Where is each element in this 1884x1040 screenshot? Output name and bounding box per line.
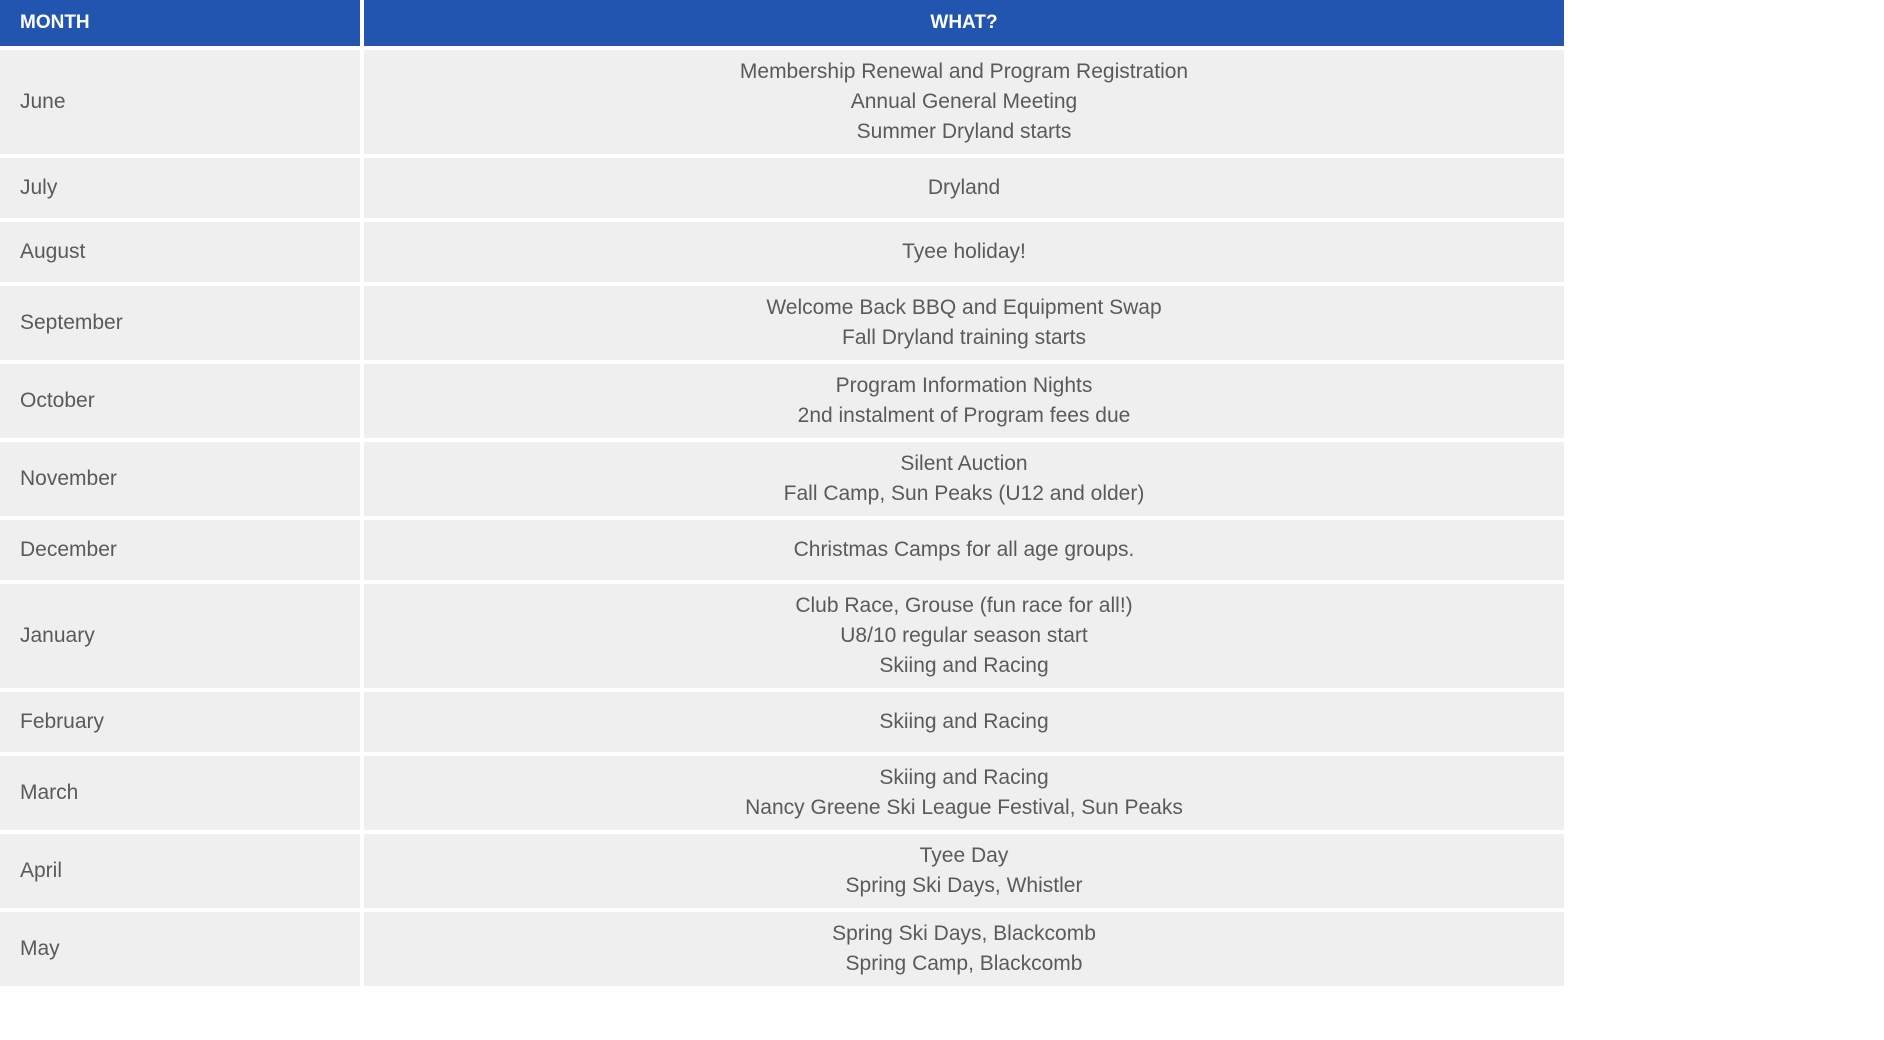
event-item: Program Information Nights <box>835 374 1093 397</box>
header-row <box>0 0 1564 46</box>
month-cell: March <box>0 756 360 830</box>
table-row <box>0 50 1564 154</box>
table-row <box>0 442 1564 516</box>
event-item: Summer Dryland starts <box>856 120 1072 143</box>
event-item: Tyee Day <box>919 844 1009 867</box>
events-cell <box>364 520 1564 580</box>
table-row <box>0 158 1564 218</box>
month-cell: July <box>0 158 360 218</box>
events-cell <box>364 158 1564 218</box>
table-row <box>0 286 1564 360</box>
table-row <box>0 364 1564 438</box>
event-item: Skiing and Racing <box>879 766 1049 789</box>
events-cell <box>364 584 1564 688</box>
table-header <box>0 0 1564 46</box>
events-cell <box>364 442 1564 516</box>
table-row <box>0 520 1564 580</box>
event-item: Tyee holiday! <box>902 240 1026 263</box>
events-cell <box>364 50 1564 154</box>
event-item: Spring Ski Days, Whistler <box>845 874 1083 897</box>
event-item: Nancy Greene Ski League Festival, Sun Peaks <box>745 796 1183 819</box>
table-row <box>0 912 1564 986</box>
event-item: Membership Renewal and Program Registration <box>739 60 1189 83</box>
event-item: Christmas Camps for all age groups. <box>793 538 1135 561</box>
events-cell <box>364 692 1564 752</box>
month-column-header: MONTH <box>0 0 360 46</box>
month-cell: August <box>0 222 360 282</box>
month-cell: January <box>0 584 360 688</box>
month-cell: October <box>0 364 360 438</box>
month-cell: June <box>0 50 360 154</box>
event-item: Spring Ski Days, Blackcomb <box>832 922 1096 945</box>
what-column-header: WHAT? <box>364 0 1564 46</box>
events-cell <box>364 364 1564 438</box>
events-cell <box>364 222 1564 282</box>
event-item: Fall Dryland training starts <box>842 326 1086 349</box>
events-cell <box>364 834 1564 908</box>
event-item: 2nd instalment of Program fees due <box>797 404 1131 427</box>
table-row <box>0 756 1564 830</box>
event-item: Skiing and Racing <box>879 710 1049 733</box>
event-item: Dryland <box>927 176 1001 199</box>
month-cell: February <box>0 692 360 752</box>
event-item: Fall Camp, Sun Peaks (U12 and older) <box>783 482 1145 505</box>
month-cell: December <box>0 520 360 580</box>
event-item: Annual General Meeting <box>850 90 1078 113</box>
table-body <box>0 50 1564 986</box>
table-row <box>0 834 1564 908</box>
events-cell <box>364 286 1564 360</box>
events-cell <box>364 912 1564 986</box>
event-item: Club Race, Grouse (fun race for all!) <box>795 594 1133 617</box>
events-cell <box>364 756 1564 830</box>
table-row <box>0 584 1564 688</box>
event-item: Spring Camp, Blackcomb <box>845 952 1083 975</box>
month-cell: May <box>0 912 360 986</box>
month-cell: September <box>0 286 360 360</box>
event-item: Silent Auction <box>900 452 1028 475</box>
table-row <box>0 692 1564 752</box>
event-item: Skiing and Racing <box>879 654 1049 677</box>
event-item: U8/10 regular season start <box>840 624 1088 647</box>
month-cell: April <box>0 834 360 908</box>
event-item: Welcome Back BBQ and Equipment Swap <box>766 296 1162 319</box>
table-row <box>0 222 1564 282</box>
month-cell: November <box>0 442 360 516</box>
